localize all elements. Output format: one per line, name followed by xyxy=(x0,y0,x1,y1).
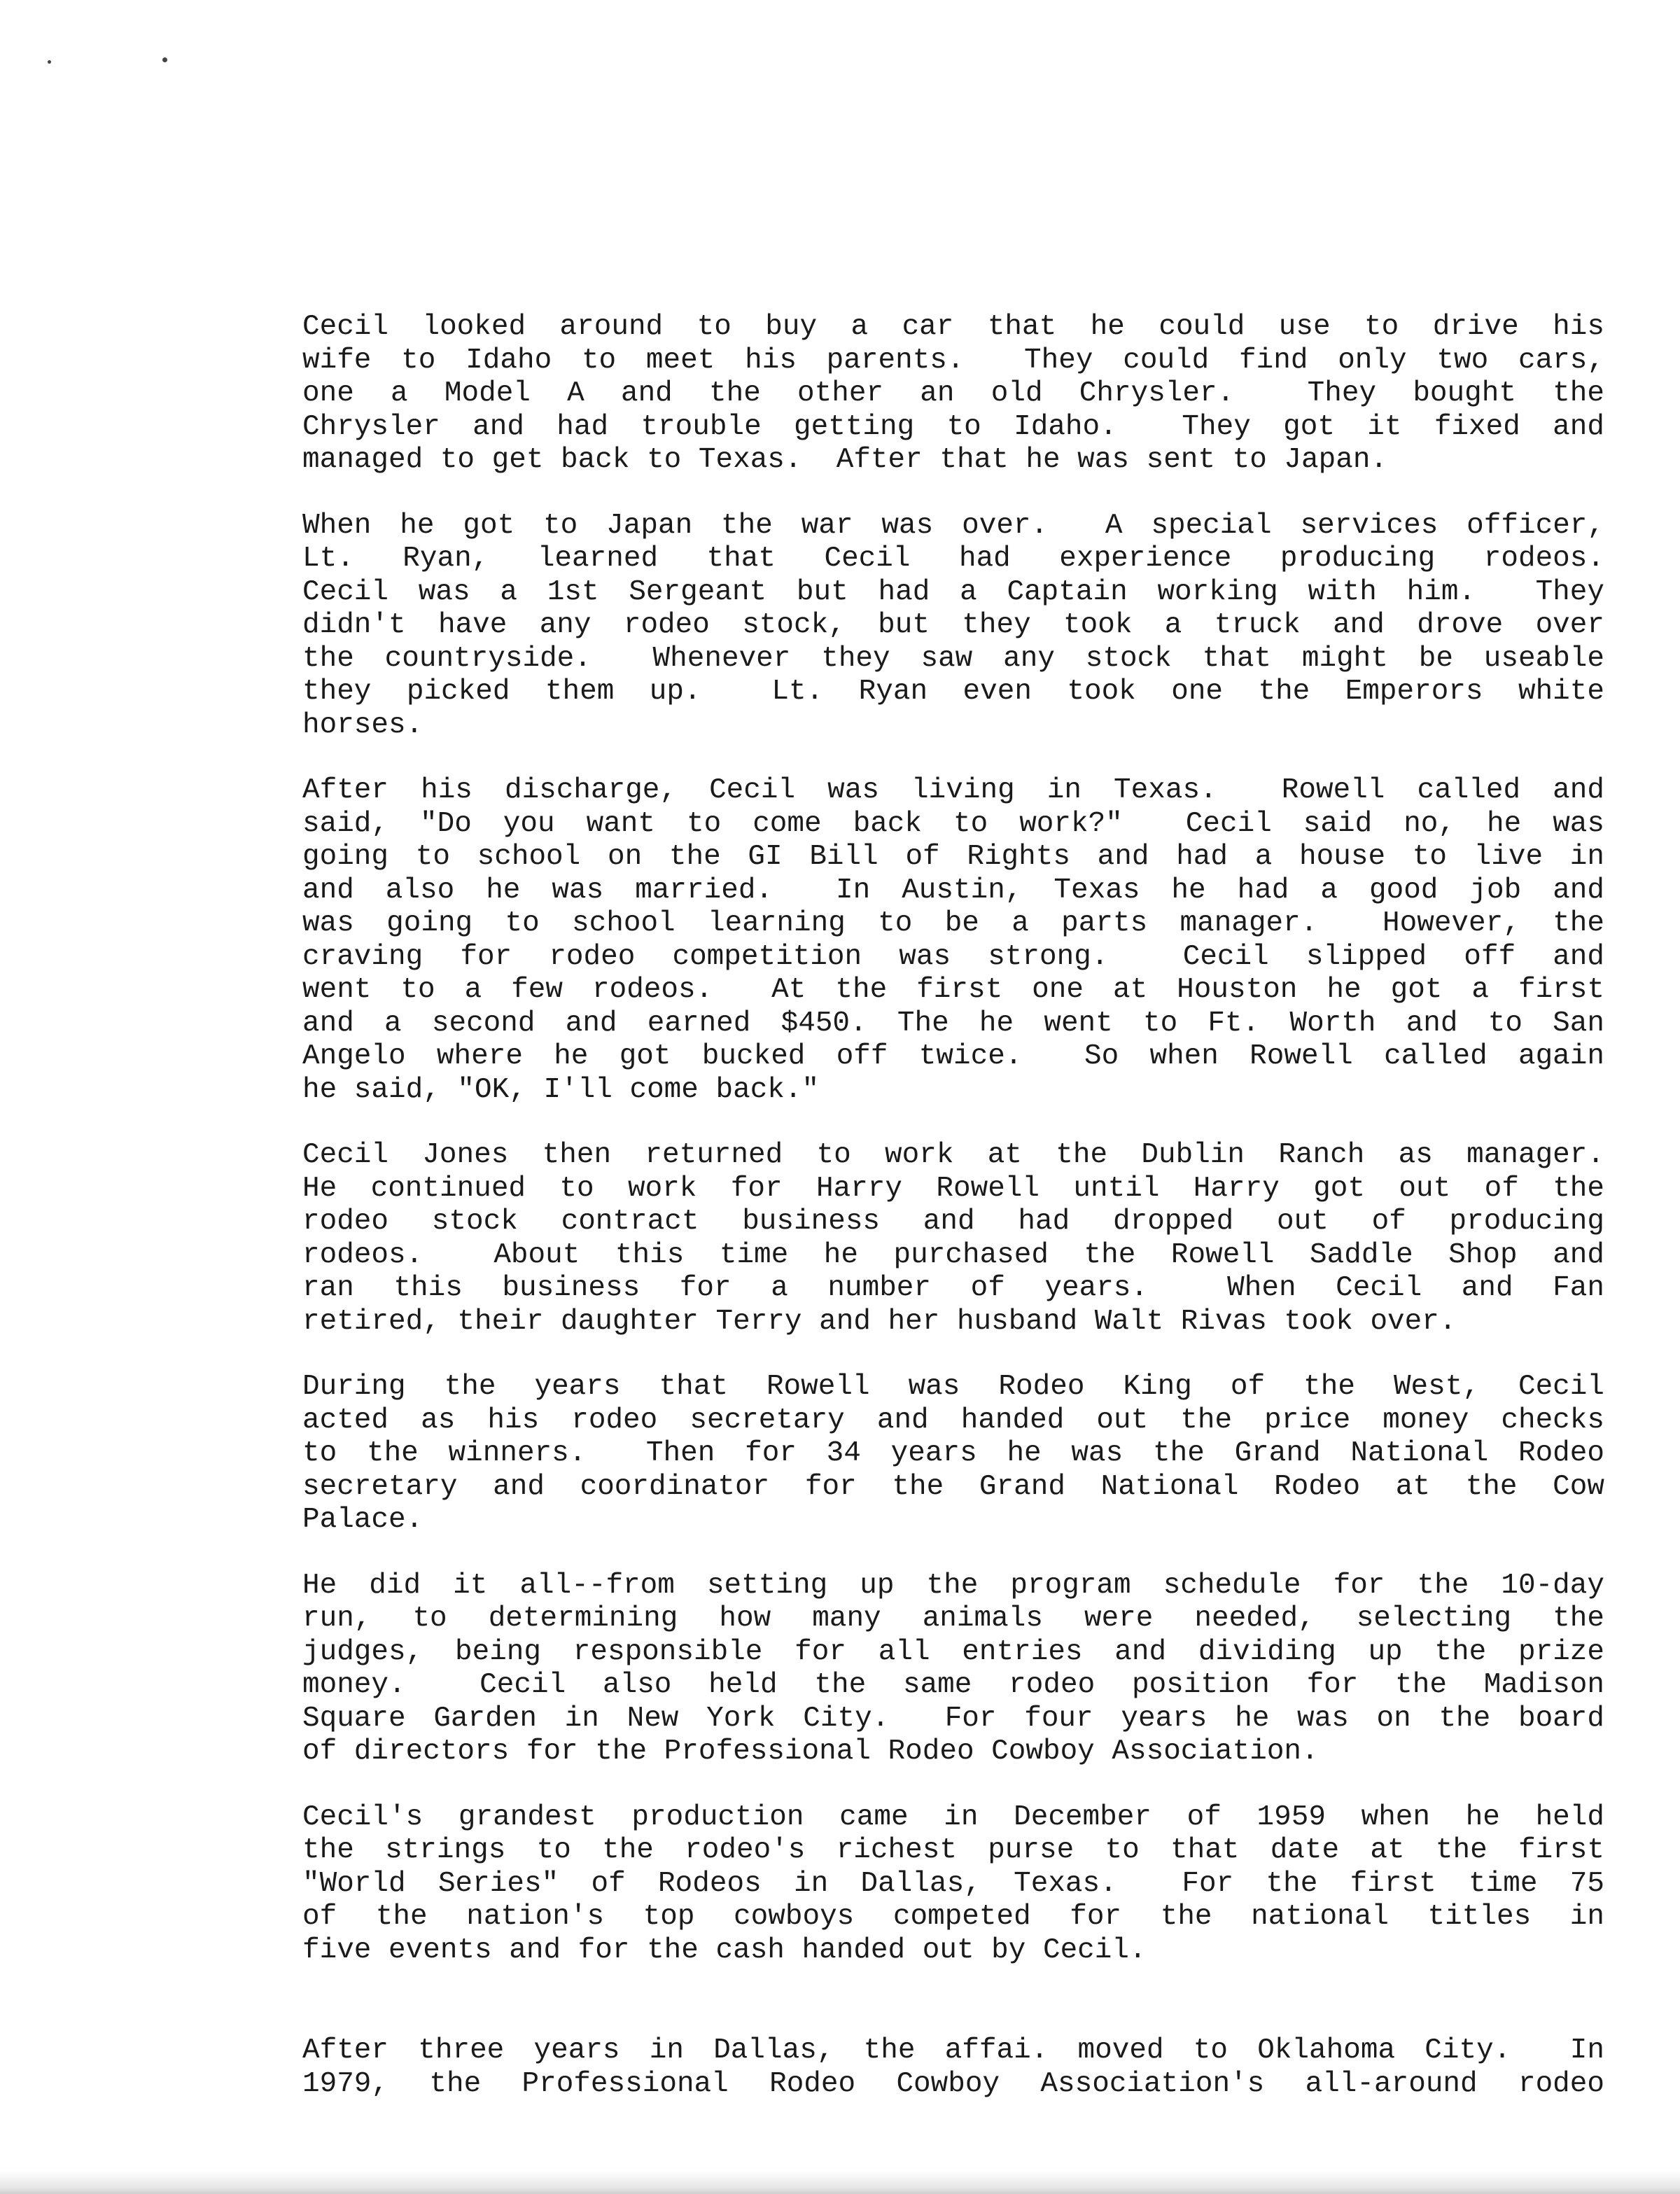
text-line: he said, "OK, I'll come back." xyxy=(302,1073,820,1106)
text-line: five events and for the cash handed out by Cecil. xyxy=(302,1934,1147,1966)
text-line: He continued to work for Harry Rowell until Harry got out of the xyxy=(302,1172,1604,1205)
paragraph xyxy=(302,774,1604,1107)
text-line: the strings to the rodeo's richest purse to that date at the first xyxy=(302,1834,1604,1866)
text-line: retired, their daughter Terry and her husband Walt Rivas took over. xyxy=(302,1305,1457,1338)
paragraph xyxy=(302,1801,1604,1968)
paragraph xyxy=(302,510,1604,743)
text-line: managed to get back to Texas. After that he was sent to Japan. xyxy=(302,444,1388,476)
text-line: During the years that Rowell was Rodeo King of the West, Cecil xyxy=(302,1371,1604,1403)
text-line: going to school on the GI Bill of Rights and had a house to live in xyxy=(302,841,1604,873)
text-line: said, "Do you want to come back to work?" Cecil said no, he was xyxy=(302,807,1604,840)
text-line: 1979, the Professional Rodeo Cowboy Association's all-around rodeo xyxy=(302,2067,1604,2100)
text-line: Cecil was a 1st Sergeant but had a Captain working with him. They xyxy=(302,575,1604,608)
text-line: didn't have any rodeo stock, but they took a truck and drove over xyxy=(302,609,1604,641)
text-line: Palace. xyxy=(302,1504,424,1536)
text-line: rodeos. About this time he purchased the Rowell Saddle Shop and xyxy=(302,1238,1604,1271)
text-line: After his discharge, Cecil was living in Texas. Rowell called and xyxy=(302,774,1604,806)
text-line: of the nation's top cowboys competed for the national titles in xyxy=(302,1901,1604,1933)
text-line: went to a few rodeos. At the first one at Houston he got a first xyxy=(302,974,1604,1006)
text-line: craving for rodeo competition was strong. Cecil slipped off and xyxy=(302,940,1604,973)
text-line: one a Model A and the other an old Chrysler. They bought the xyxy=(302,377,1604,410)
paragraph xyxy=(302,2034,1604,2101)
text-line: "World Series" of Rodeos in Dallas, Texas. For the first time 75 xyxy=(302,1867,1604,1900)
text-line: He did it all--from setting up the program schedule for the 10-day xyxy=(302,1569,1604,1602)
text-line: horses. xyxy=(302,708,424,741)
scan-bottom-edge xyxy=(0,2170,1680,2194)
text-line: judges, being responsible for all entries and dividing up the prize xyxy=(302,1635,1604,1668)
text-line: Angelo where he got bucked off twice. So when Rowell called again xyxy=(302,1040,1604,1072)
body-text xyxy=(302,311,1604,2133)
text-line: Cecil Jones then returned to work at the Dublin Ranch as manager. xyxy=(302,1139,1604,1171)
text-line: was going to school learning to be a parts manager. However, the xyxy=(302,907,1604,939)
text-line: to the winners. Then for 34 years he was the Grand National Rodeo xyxy=(302,1437,1604,1469)
text-line: of directors for the Professional Rodeo Cowboy Association. xyxy=(302,1735,1319,1768)
text-line: money. Cecil also held the same rodeo position for the Madison xyxy=(302,1669,1604,1701)
scan-speck xyxy=(162,57,167,62)
text-line: Square Garden in New York City. For four years he was on the board xyxy=(302,1702,1604,1735)
text-line: Lt. Ryan, learned that Cecil had experience producing rodeos. xyxy=(302,543,1604,575)
text-line: they picked them up. Lt. Ryan even took one the Emperors white xyxy=(302,676,1604,708)
text-line: wife to Idaho to meet his parents. They could find only two cars, xyxy=(302,344,1604,377)
paragraph xyxy=(302,1371,1604,1537)
text-line: acted as his rodeo secretary and handed out the price money checks xyxy=(302,1404,1604,1437)
paragraph xyxy=(302,1139,1604,1339)
text-line: Cecil's grandest production came in December of 1959 when he held xyxy=(302,1801,1604,1833)
text-line: When he got to Japan the war was over. A special services officer, xyxy=(302,509,1604,542)
text-line: After three years in Dallas, the affai. moved to Oklahoma City. In xyxy=(302,2034,1604,2067)
text-line: Chrysler and had trouble getting to Idaho. They got it fixed and xyxy=(302,410,1604,443)
text-line: and also he was married. In Austin, Texas he had a good job and xyxy=(302,874,1604,907)
text-line: rodeo stock contract business and had dropped out of producing xyxy=(302,1206,1604,1238)
text-line: the countryside. Whenever they saw any stock that might be useable xyxy=(302,642,1604,675)
text-line: secretary and coordinator for the Grand National Rodeo at the Cow xyxy=(302,1470,1604,1503)
paragraph xyxy=(302,311,1604,477)
text-line: Cecil looked around to buy a car that he could use to drive his xyxy=(302,311,1604,343)
text-line: run, to determining how many animals were needed, selecting the xyxy=(302,1602,1604,1635)
scan-speck xyxy=(48,60,51,64)
text-line: and a second and earned $450. The he went to Ft. Worth and to San xyxy=(302,1007,1604,1040)
text-line: ran this business for a number of years. When Cecil and Fan xyxy=(302,1272,1604,1304)
paragraph xyxy=(302,1570,1604,1769)
